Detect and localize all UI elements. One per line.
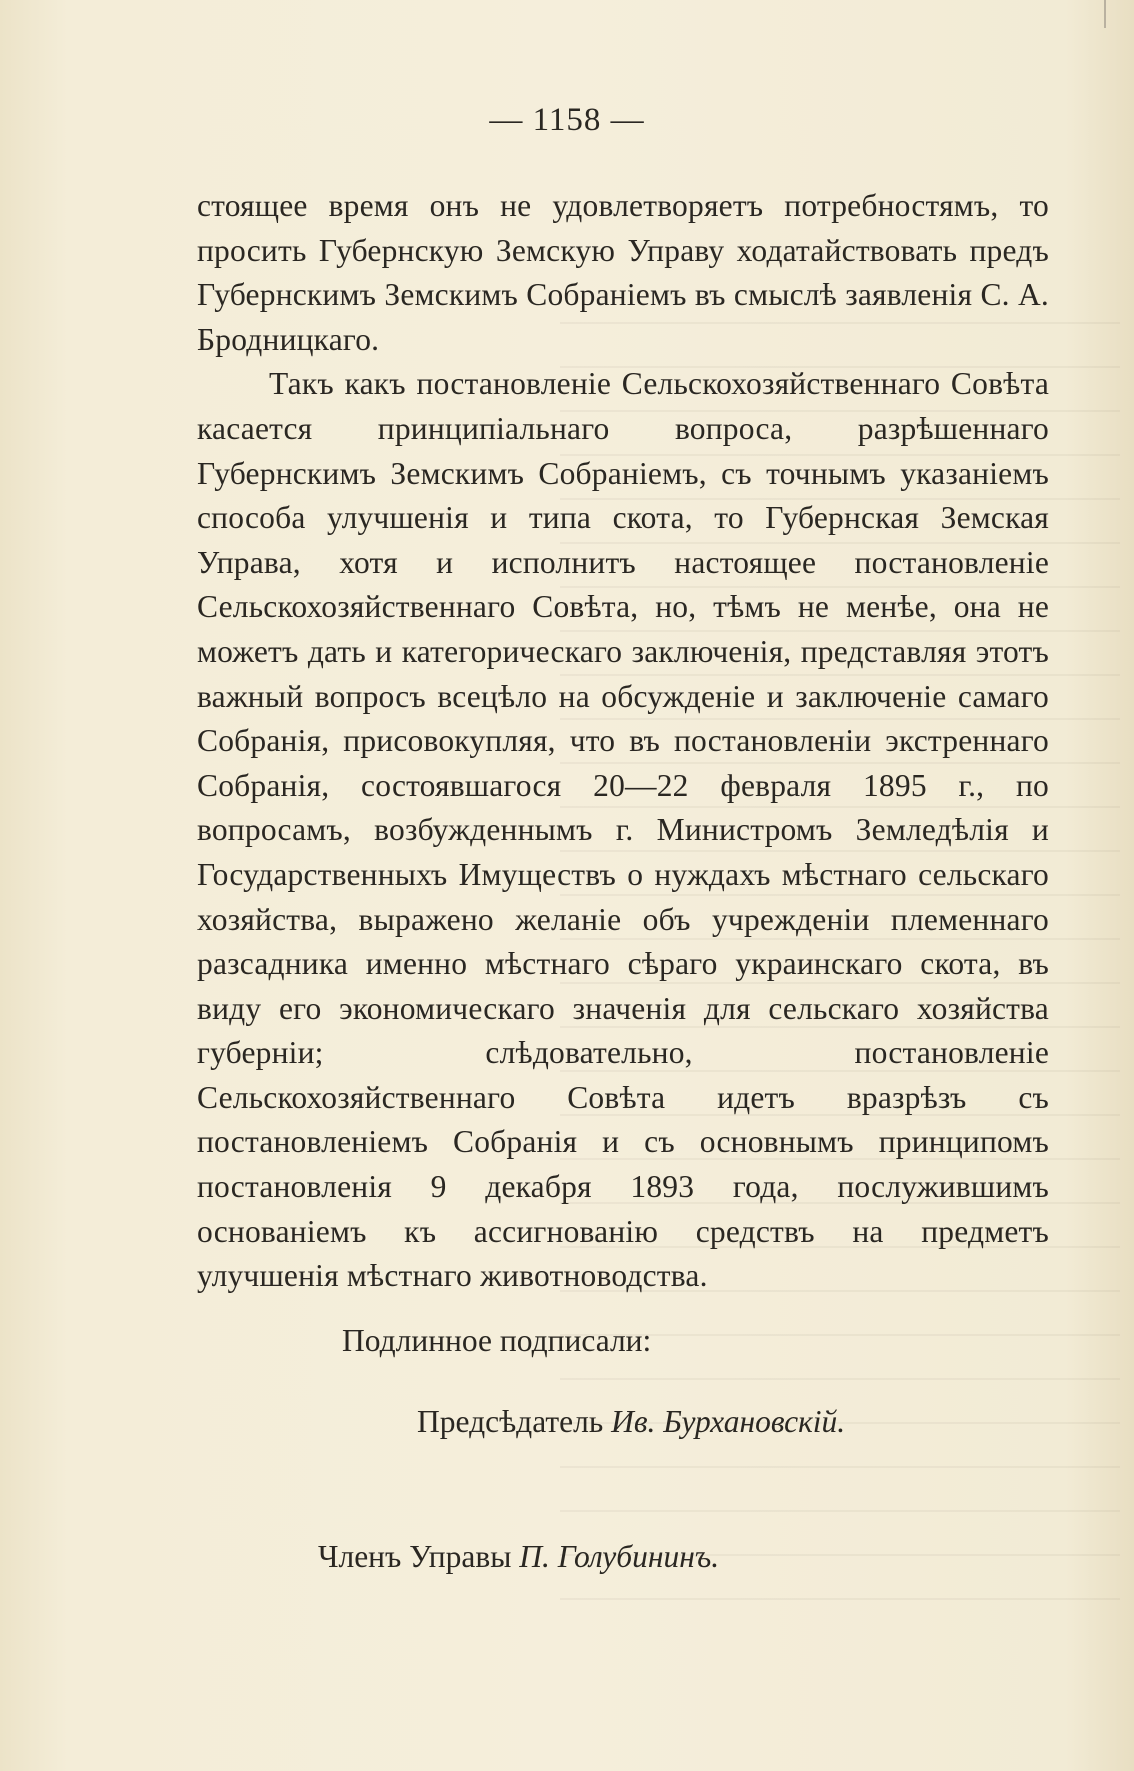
page-number: — 1158 — — [489, 102, 645, 138]
signatures-intro: Подлинное подписали: — [342, 1323, 652, 1358]
member-name: П. Голубининъ. — [519, 1539, 720, 1574]
chair-signature — [417, 1404, 845, 1440]
body-text — [197, 184, 1049, 1299]
paragraph-1: стоящее время онъ не удовлетворяетъ потребностямъ, то просить Губернскую Земскую Управу ходатайствовать предъ Губернскимъ Земскимъ Собраніемъ въ смыслѣ заявленія С. А. Бродницкаго. — [197, 188, 1049, 357]
member-signature — [318, 1539, 719, 1575]
paragraph-2: Такъ какъ постановленіе Сельскохозяйственнаго Совѣта касается принципіальнаго вопроса, разрѣшеннаго Губернскимъ Земскимъ Собраніемъ, съ точнымъ указаніемъ способа улучшенія и типа скота, то Губернская Земская Управа, хотя и исполнитъ настоящее постановленіе Сельскохозяйственнаго Совѣта, но, тѣмъ не менѣе, она не можетъ дать и категорическаго заключенія, представляя этотъ важный вопросъ всецѣло на обсужденіе и заключеніе самаго Собранія, присовокупляя, что въ постановленіи экстреннаго Собранія, состоявшагося 20—22 февраля 1895 г., по вопросамъ, возбужденнымъ г. Министромъ Земледѣлія и Государственныхъ Имуществъ о нуждахъ мѣстнаго сельскаго хозяйства, выражено желаніе объ учрежденіи племеннаго разсадника именно мѣстнаго сѣраго украинскаго скота, въ виду его экономическаго значенія для сельскаго хозяйства губерніи; слѣдовательно, постановленіе Сельскохозяйственнаго Совѣта идетъ вразрѣзъ съ постановленіемъ Собранія и съ основнымъ принципомъ постановленія 9 декабря 1893 года, послужившимъ основаніемъ къ ассигнованію средствъ на предметъ улучшенія мѣстнаго животноводства. — [197, 366, 1049, 1294]
chair-name: Ив. Бурхановскій. — [611, 1404, 846, 1439]
chair-title: Предсѣдатель — [417, 1404, 604, 1439]
page-edge-mark — [1104, 0, 1106, 28]
member-title: Членъ Управы — [318, 1539, 512, 1574]
